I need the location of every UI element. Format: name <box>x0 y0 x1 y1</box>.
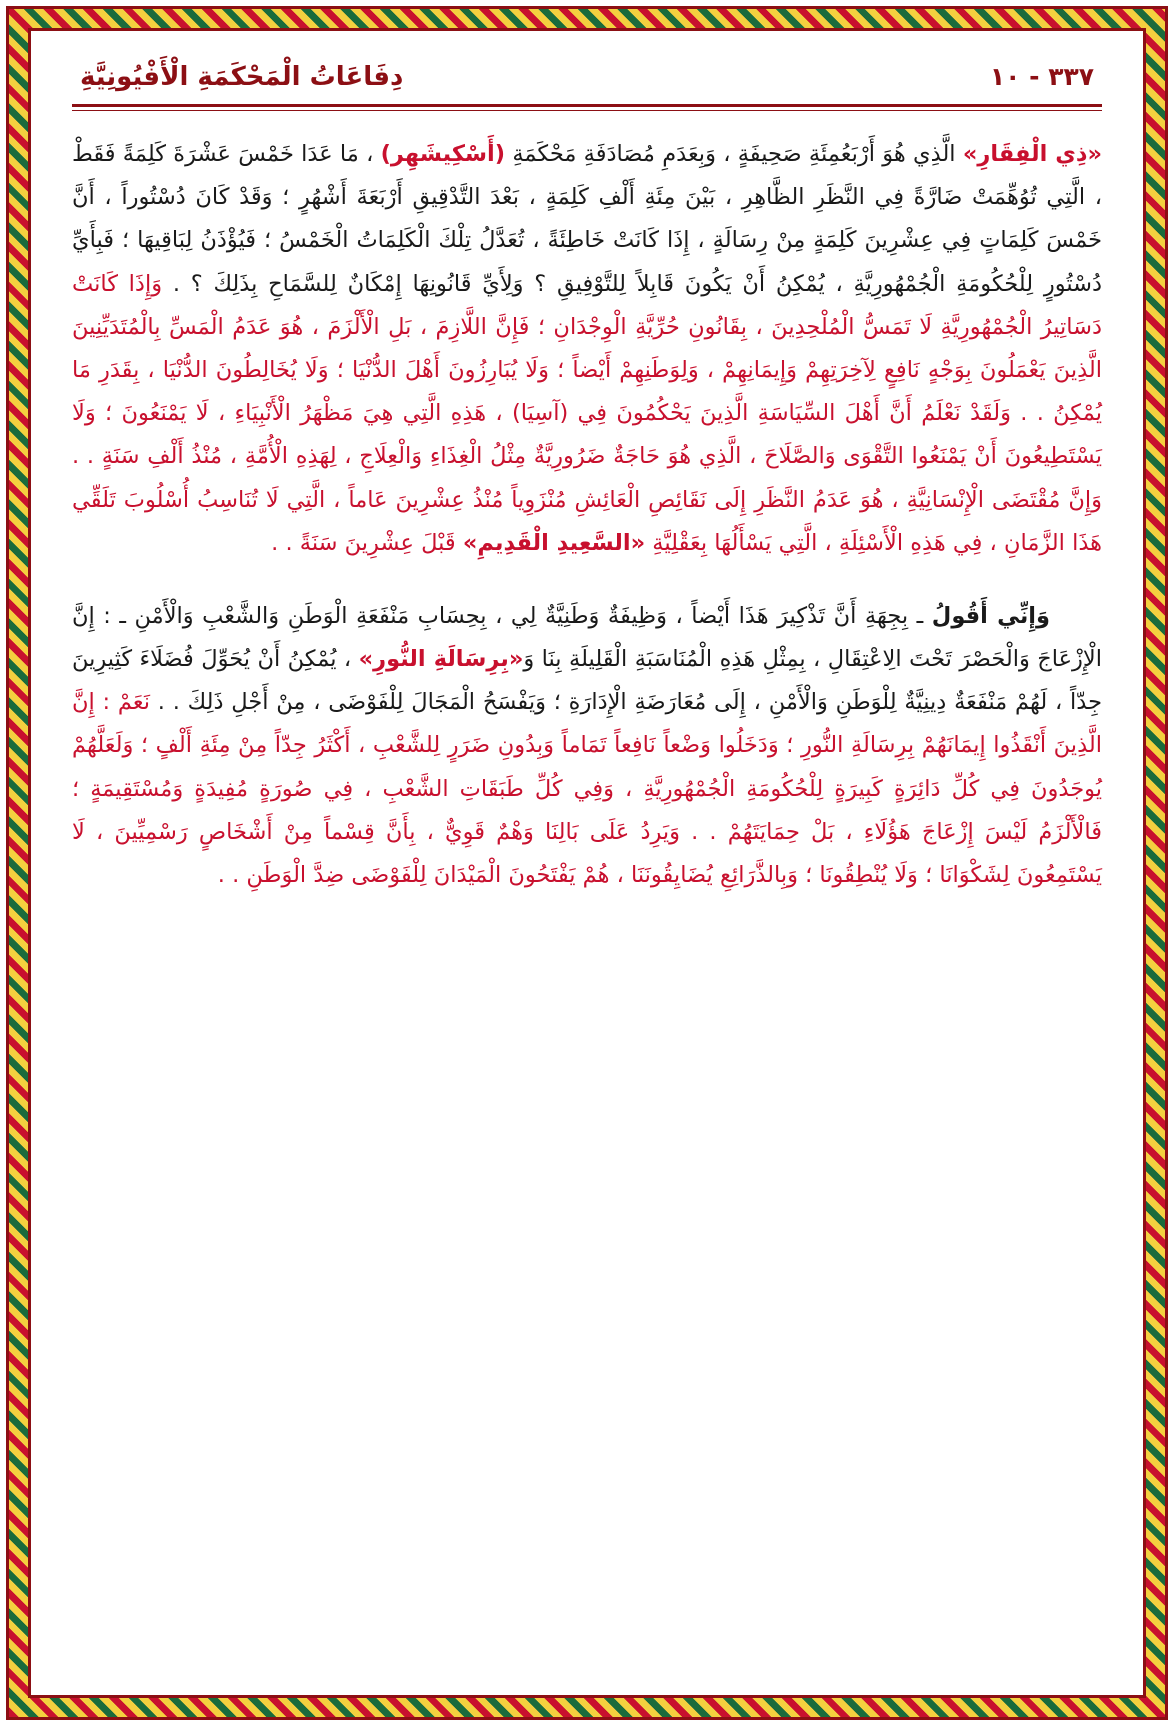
text-run: وَإِنِّي أَقُولُ <box>931 602 1050 629</box>
text-run: ، مَا عَدَا خَمْسَ عَشْرَةَ كَلِمَةً فَقَطْ ، الَّتِي تُوُهِّمَتْ ضَارَّةً فِي النَّظَرِ الظَّاهِرِ ، بَيْنَ مِئَةِ أَلْفِ كَلِمَةٍ ، بَعْدَ التَّدْقِيقِ أَرْبَعَةَ أَشْهُرٍ ؛ وَقَدْ كَانَ دُسْتُوراً ، أَنَّ خَمْسَ كَلِمَاتٍ فِي عِشْرِينَ كَلِمَةٍ مِنْ رِسَالَةٍ ، إِذَا كَانَتْ خَاطِئَةً ، تُعَدَّلُ تِلْكَ الْكَلِمَاتُ الْخَمْسُ ؛ فَيُؤْذَنُ لِبَاقِيهَا ؛ فَبِأَيِّ دُسْتُورٍ لِلْحُكُومَةِ الْجُمْهُورِيَّةِ ، يُمْكِنُ أَنْ يَكُونَ قَابِلاً لِلتَّوْفِيقِ ؟ وَلِأَيِّ قَانُونِهَا إِمْكَانٌ لِلسَّمَاحِ بِذَلِكَ ؟ . <box>72 141 1102 297</box>
page-header <box>72 62 1102 92</box>
text-run: «بِرِسَالَةِ النُّورِ» <box>358 646 524 673</box>
text-run: «ذِي الْفِقَارِ» <box>962 141 1102 167</box>
text-run: ، يُمْكِنُ أَنْ يُحَوِّلَ فُضَلَاءَ كَثِيرِينَ جِدّاً ، لَهُمْ مَنْفَعَةٌ دِينِيَّةٌ لِلْوَطَنِ وَالْأَمْنِ ، إِلَى مُعَارَضَةِ الْإِدَارَةِ ؛ وَيَفْسَحُ الْمَجَالَ لِلْفَوْضَى ، مِنْ أَجْلِ ذَلِكَ . . <box>72 646 1102 716</box>
page-content <box>34 34 1140 1692</box>
paragraph-spacer <box>72 581 1102 595</box>
body-text <box>72 133 1102 897</box>
text-run: قَبْلَ عِشْرِينَ سَنَةً . . <box>271 529 463 556</box>
text-run: «السَّعِيدِ الْقَدِيمِ» <box>462 529 646 556</box>
paragraph <box>72 595 1102 897</box>
text-run: الَّذِي هُوَ أَرْبَعُمِئَةِ صَحِيفَةٍ ، وَبِعَدَمِ مُصَادَفَةِ مَحْكَمَةِ <box>505 141 963 167</box>
text-run: (أَسْكِيشَهِر) <box>380 141 506 167</box>
page-title: دِفَاعَاتُ الْمَحْكَمَةِ الْأَفْيُونِيَّةِ <box>80 62 404 92</box>
paragraph <box>72 133 1102 565</box>
header-divider <box>72 104 1102 107</box>
text-run: ـ بِجِهَةِ أَنَّ تَذْكِيرَ هَذَا أَيْضاً ، وَظِيفَةٌ وَطَنِيَّةٌ لِي ، بِحِسَابِ مَنْفَعَةِ الْوَطَنِ وَالشَّعْبِ وَالْأَمْنِ ـ : إِنَّ الْإِزْعَاجَ وَالْحَصْرَ تَحْتَ الِاعْتِقَالِ ، بِمِثْلِ هَذِهِ الْمُنَاسَبَةِ الْقَلِيلَةِ بِنَا وَ <box>72 602 1103 673</box>
header-divider-thin <box>72 110 1102 111</box>
text-run: وَإِذَا كَانَتْ دَسَاتِيرُ الْجُمْهُورِيَّةِ لَا تَمَسُّ الْمُلْحِدِينَ ، بِقَانُونِ حُرِّيَّةِ الْوِجْدَانِ ؛ فَإِنَّ اللَّازِمَ ، بَلِ الْأَلْزَمَ ، هُوَ عَدَمُ الْمَسِّ بِالْمُتَدَيِّنِينَ الَّذِينَ يَعْمَلُونَ بِوَجْهٍ نَافِعٍ لِآخِرَتِهِمْ وَإِيمَانِهِمْ ، وَلِوَطَنِهِمْ أَيْضاً ؛ وَلَا يُبَارِزُونَ أَهْلَ الدُّنْيَا ؛ وَلَا يُخَالِطُونَ الدُّنْيَا ، بِقَدَرِ مَا يُمْكِنُ . . وَلَقَدْ نَعْلَمُ أَنَّ أَهْلَ السِّيَاسَةِ الَّذِينَ يَحْكُمُونَ فِي (آسِيَا) ، هَذِهِ الَّتِي هِيَ مَظْهَرُ الْأَنْبِيَاءِ ، لَا يَمْنَعُونَ ؛ وَلَا يَسْتَطِيعُونَ أَنْ يَمْنَعُوا التَّقْوَى وَالصَّلَاحَ ، الَّذِي هُوَ حَاجَةٌ ضَرُورِيَّةٌ مِثْلُ الْغِذَاءِ وَالْعِلَاجِ ، لِهَذِهِ الْأُمَّةِ ، مُنْذُ أَلْفِ سَنَةٍ . . وَإِنَّ مُقْتَضَى الْإِنْسَانِيَّةِ ، هُوَ عَدَمُ النَّظَرِ إِلَى نَقَائِصِ الْعَائِشِ مُنْزَوِياً مُنْذُ عِشْرِينَ عَاماً ، الَّتِي لَا تُنَاسِبُ أُسْلُوبَ تَلَقِّي هَذَا الزَّمَانِ ، فِي هَذِهِ الْأَسْئِلَةِ ، الَّتِي يَسْأَلُهَا بِعَقْلِيَّةِ <box>72 270 1102 556</box>
text-run: نَعَمْ : إِنَّ الَّذِينَ أَنْقَذُوا إِيمَانَهُمْ بِرِسَالَةِ النُّورِ ؛ وَدَخَلُوا وَضْعاً نَافِعاً تَمَاماً وَبِدُونِ ضَرَرٍ لِلشَّعْبِ ، أَكْثَرُ جِدّاً مِنْ مِئَةِ أَلْفٍ ؛ وَلَعَلَّهُمْ يُوجَدُونَ فِي كُلِّ دَائِرَةٍ كَبِيرَةٍ لِلْحُكُومَةِ الْجُمْهُورِيَّةِ ، وَفِي كُلِّ طَبَقَاتِ الشَّعْبِ ، فِي صُورَةٍ مُفِيدَةٍ وَمُسْتَقِيمَةٍ ؛ فَالْأَلْزَمُ لَيْسَ إِزْعَاجَ هَؤُلَاءِ ، بَلْ حِمَايَتَهُمْ . . وَيَرِدُ عَلَى بَالِنَا وَهْمٌ قَوِيٌّ ، بِأَنَّ قِسْماً مِنْ أَشْخَاصٍ رَسْمِيِّينَ ، لَا يَسْتَمِعُونَ لِشَكْوَانَا ؛ وَلَا يُنْطِقُونَا ؛ وَبِالذَّرَائِعِ يُضَايِقُونَنَا ، هُمْ يَفْتَحُونَ الْمَيْدَانَ لِلْفَوْضَى ضِدَّ الْوَطَنِ . . <box>72 689 1102 888</box>
page-number: ٣٣٧ - ١٠ <box>989 62 1094 91</box>
